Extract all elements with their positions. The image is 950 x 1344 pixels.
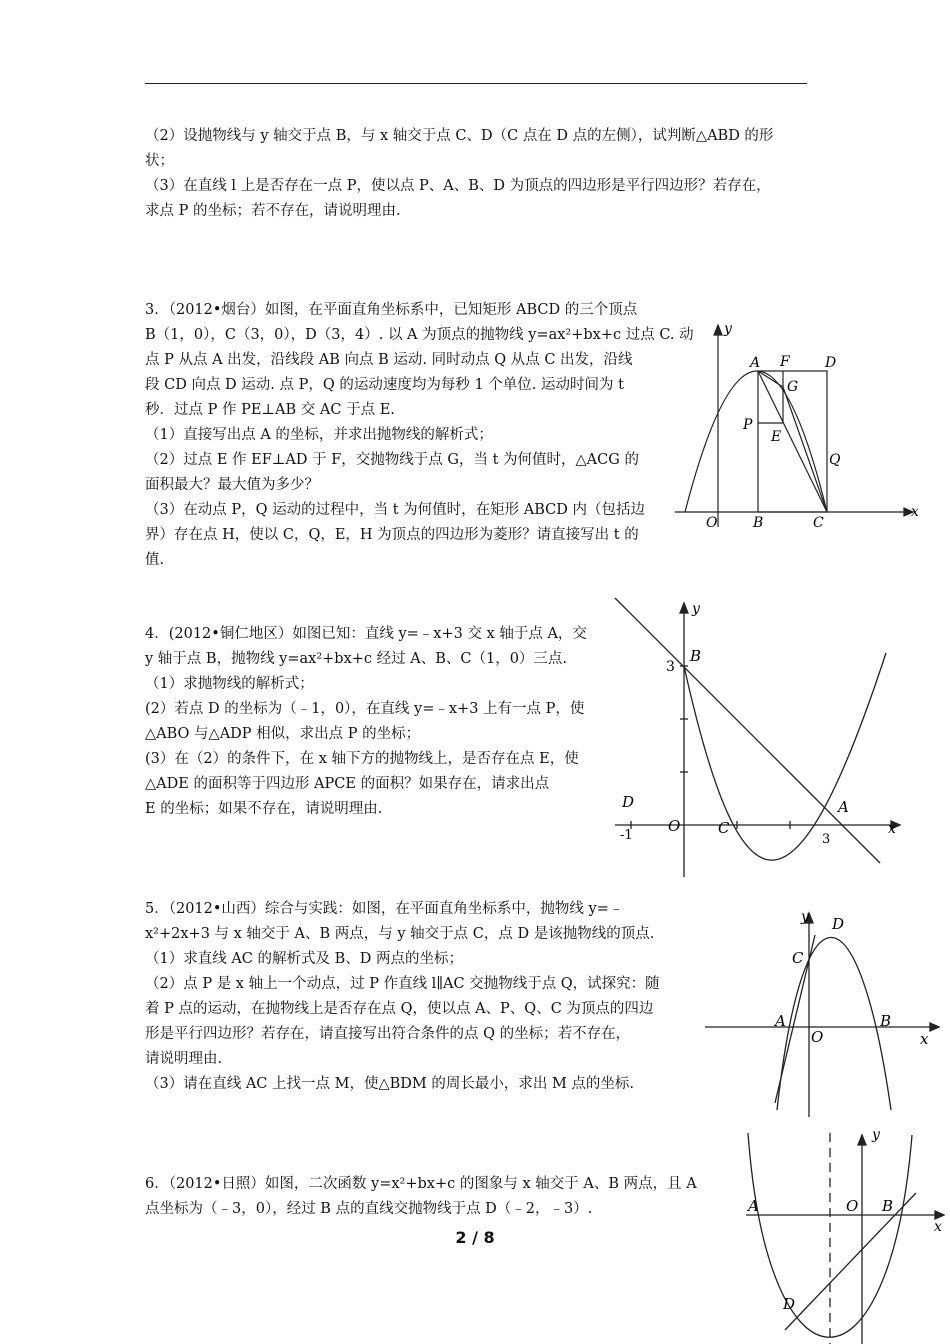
segment-gc: [783, 387, 827, 512]
label-b: B: [880, 1012, 892, 1030]
label-origin: O: [811, 1028, 824, 1046]
label-three-x: 3: [822, 832, 831, 847]
text-line: （3）在动点 P，Q 运动的过程中，当 t 为何值时，在矩形 ABCD 内（包括边: [145, 502, 645, 518]
label-d: D: [783, 1295, 796, 1313]
line-ab: [615, 598, 880, 863]
problem-3-text: [145, 298, 694, 573]
label-f: F: [780, 354, 790, 370]
problem-4-text: [145, 622, 587, 822]
text-line: B（1，0），C（3，0），D（3，4）. 以 A 为顶点的抛物线 y=ax²+bx+c 过点 C. 动: [145, 327, 694, 343]
label-x: x: [911, 504, 919, 520]
label-minus-one: -1: [620, 828, 633, 843]
text-line: 面积最大？最大值为多少？: [145, 477, 319, 493]
label-b: B: [690, 647, 702, 665]
text-line: 求点 P 的坐标；若不存在，请说明理由.: [145, 203, 401, 219]
text-line: 点坐标为（﹣3，0），经过 B 点的直线交抛物线于点 D（﹣2，﹣3）.: [145, 1201, 593, 1217]
label-p: P: [743, 417, 753, 433]
y-arrow: [680, 603, 688, 613]
header-rule: [145, 83, 807, 84]
label-origin: O: [668, 817, 681, 835]
page-number: 2 / 8: [455, 1228, 495, 1247]
label-d: D: [825, 355, 837, 371]
y-arrow: [714, 325, 722, 335]
text-line: （3）请在直线 AC 上找一点 M，使△BDM 的周长最小，求出 M 点的坐标.: [145, 1076, 635, 1092]
text-line: 形是平行四边形？若存在，请直接写出符合条件的点 Q 的坐标；若不存在，: [145, 1026, 631, 1042]
parabola: [685, 371, 827, 512]
text-line: （2）点 P 是 x 轴上一个动点，过 P 作直线 l∥AC 交抛物线于点 Q，试探究：随: [145, 976, 660, 992]
problem-6-text: [145, 1172, 697, 1222]
label-d: D: [832, 915, 845, 933]
label-a: A: [748, 1197, 759, 1215]
text-line: （1）直接写出点 A 的坐标，并求出抛物线的解析式；: [145, 427, 493, 443]
label-b: B: [753, 515, 764, 531]
figure-5: [705, 905, 945, 1120]
text-line: (2）若点 D 的坐标为（﹣1，0），在直线 y=﹣x+3 上有一点 P，使: [145, 701, 585, 717]
label-x: x: [934, 1219, 942, 1235]
text-line: （2）过点 E 作 EF⊥AD 于 F，交抛物线于点 G，当 t 为何值时，△ACG 的: [145, 452, 639, 468]
text-line: (3）在（2）的条件下，在 x 轴下方的抛物线上，是否存在点 E，使: [145, 751, 579, 767]
label-c: C: [718, 819, 730, 837]
label-three-y: 3: [666, 659, 675, 675]
label-d: D: [622, 793, 635, 811]
text-line: 段 CD 向点 D 运动. 点 P，Q 的运动速度均为每秒 1 个单位. 运动时间为 t: [145, 377, 624, 393]
text-line: △ABO 与△ADP 相似，求出点 P 的坐标；: [145, 726, 421, 742]
text-line: （1）求直线 AC 的解析式及 B、D 两点的坐标；: [145, 951, 464, 967]
label-y: y: [872, 1127, 880, 1143]
problem-2-continued: [145, 124, 773, 224]
label-a: A: [750, 355, 761, 371]
label-origin: O: [846, 1197, 859, 1215]
text-line: △ADE 的面积等于四边形 APCE 的面积？如果存在，请求出点: [145, 776, 550, 792]
text-line: 着 P 点的运动，在抛物线上是否存在点 Q，使以点 A、P、Q、C 为顶点的四边: [145, 1001, 654, 1017]
label-q: Q: [829, 452, 841, 468]
label-x: x: [888, 821, 896, 837]
text-line: 6．（2012•日照）如图，二次函数 y=x²+bx+c 的图象与 x 轴交于 A、B 两点，且 A: [145, 1176, 697, 1192]
text-line: 值.: [145, 552, 165, 568]
text-line: 界）存在点 H，使以 C，Q，E，H 为顶点的四边形为菱形？请直接写出 t 的: [145, 527, 639, 543]
x-arrow: [935, 1211, 944, 1219]
y-arrow: [858, 1135, 866, 1145]
text-line: 3．（2012•烟台）如图，在平面直角坐标系中，已知矩形 ABCD 的三个顶点: [145, 302, 638, 318]
parabola: [684, 653, 886, 860]
text-line: （2）设抛物线与 y 轴交于点 B，与 x 轴交于点 C、D（C 点在 D 点的左侧），试判断△ABD 的形: [145, 128, 774, 144]
figure-3: [675, 315, 930, 535]
text-line: E 的坐标；如果不存在，请说明理由.: [145, 801, 383, 817]
label-c: C: [813, 515, 824, 531]
label-a: A: [838, 798, 849, 816]
text-line: （3）在直线 l 上是否存在一点 P，使以点 P、A、B、D 为顶点的四边形是平行四边形？若存在，: [145, 178, 771, 194]
text-line: （1）求抛物线的解析式；: [145, 676, 314, 692]
text-line: 点 P 从点 A 出发，沿线段 AB 向点 B 运动. 同时动点 Q 从点 C 出发，沿线: [145, 352, 633, 368]
label-y: y: [692, 601, 700, 617]
label-c: C: [792, 949, 804, 967]
x-arrow: [930, 1023, 939, 1031]
problem-5-text: [145, 897, 660, 1097]
text-line: 请说明理由.: [145, 1051, 223, 1067]
text-line: 秒．过点 P 作 PE⊥AB 交 AC 于点 E.: [145, 402, 395, 418]
text-line: x²+2x+3 与 x 轴交于 A、B 两点，与 y 轴交于点 C，点 D 是该抛物线的顶点.: [145, 926, 655, 942]
text-line: 5．（2012•山西）综合与实践：如图，在平面直角坐标系中，抛物线 y=﹣: [145, 901, 624, 917]
figure-4: [610, 595, 910, 885]
text-line: 状；: [145, 153, 174, 169]
label-origin: O: [706, 515, 718, 531]
text-line: y 轴于点 B，抛物线 y=ax²+bx+c 经过 A、B、C（1，0）三点.: [145, 651, 568, 667]
label-y: y: [801, 909, 809, 925]
label-a: A: [775, 1012, 786, 1030]
label-g: G: [787, 379, 799, 395]
label-x: x: [920, 1030, 929, 1048]
text-line: 4．(2012•铜仁地区）如图已知：直线 y=﹣x+3 交 x 轴于点 A，交: [145, 626, 587, 642]
label-y: y: [724, 321, 732, 337]
label-b: B: [882, 1197, 894, 1215]
label-e: E: [771, 429, 782, 445]
